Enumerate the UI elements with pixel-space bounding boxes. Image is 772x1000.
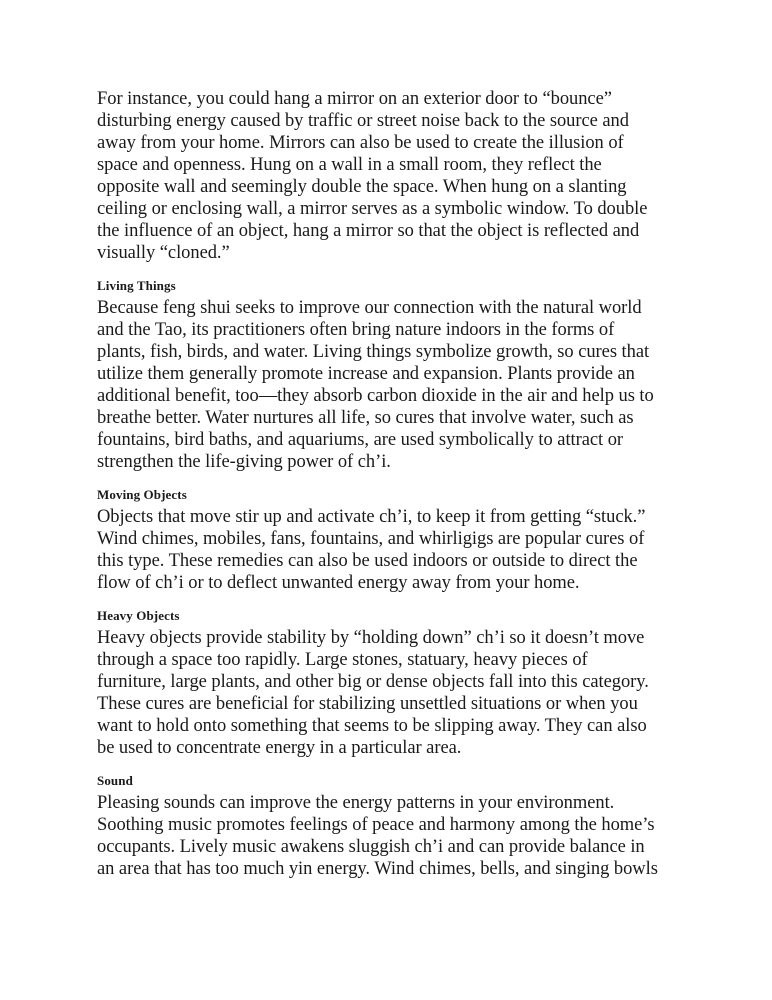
text-line: Because feng shui seeks to improve our connection with the natural world bbox=[97, 298, 642, 318]
text-line: ceiling or enclosing wall, a mirror serves as a symbolic window. To double bbox=[97, 199, 648, 219]
heading-moving-objects: Moving Objects bbox=[97, 487, 187, 502]
text-line: utilize them generally promote increase and expansion. Plants provide an bbox=[97, 364, 635, 384]
text-line: and the Tao, its practitioners often bring nature indoors in the forms of bbox=[97, 320, 615, 340]
text-line: Objects that move stir up and activate ch’i, to keep it from getting “stuck.” bbox=[97, 507, 646, 527]
text-line: opposite wall and seemingly double the space. When hung on a slanting bbox=[97, 177, 627, 197]
text-line: breathe better. Water nurtures all life, so cures that involve water, such as bbox=[97, 408, 634, 428]
text-line: flow of ch’i or to deflect unwanted energy away from your home. bbox=[97, 573, 580, 593]
text-line: this type. These remedies can also be used indoors or outside to direct the bbox=[97, 551, 638, 571]
paragraph-moving-objects bbox=[97, 506, 697, 594]
text-line: the influence of an object, hang a mirror so that the object is reflected and bbox=[97, 221, 640, 241]
text-line: These cures are beneficial for stabilizing unsettled situations or when you bbox=[97, 694, 638, 714]
paragraph-living-things bbox=[97, 297, 697, 473]
text-line: plants, fish, birds, and water. Living things symbolize growth, so cures that bbox=[97, 342, 650, 362]
text-line: Pleasing sounds can improve the energy patterns in your environment. bbox=[97, 793, 615, 813]
text-line: Soothing music promotes feelings of peace and harmony among the home’s bbox=[97, 815, 655, 835]
heading-heavy-objects: Heavy Objects bbox=[97, 608, 180, 623]
heading-sound: Sound bbox=[97, 773, 133, 788]
text-line: Wind chimes, mobiles, fans, fountains, and whirligigs are popular cures of bbox=[97, 529, 645, 549]
text-line: Heavy objects provide stability by “holding down” ch’i so it doesn’t move bbox=[97, 628, 645, 648]
text-line: For instance, you could hang a mirror on an exterior door to “bounce” bbox=[97, 89, 612, 109]
paragraph-sound bbox=[97, 792, 697, 880]
text-line: fountains, bird baths, and aquariums, are used symbolically to attract or bbox=[97, 430, 624, 450]
paragraph-mirrors bbox=[97, 88, 697, 264]
text-line: additional benefit, too—they absorb carbon dioxide in the air and help us to bbox=[97, 386, 654, 406]
text-line: strengthen the life-giving power of ch’i. bbox=[97, 452, 391, 472]
text-line: furniture, large plants, and other big or dense objects fall into this category. bbox=[97, 672, 649, 692]
text-line: away from your home. Mirrors can also be used to create the illusion of bbox=[97, 133, 624, 153]
text-line: disturbing energy caused by traffic or street noise back to the source and bbox=[97, 111, 629, 131]
paragraph-heavy-objects bbox=[97, 627, 697, 759]
text-line: visually “cloned.” bbox=[97, 243, 230, 263]
text-line: through a space too rapidly. Large stones, statuary, heavy pieces of bbox=[97, 650, 588, 670]
text-line: want to hold onto something that seems to be slipping away. They can also bbox=[97, 716, 647, 736]
text-line: space and openness. Hung on a wall in a small room, they reflect the bbox=[97, 155, 602, 175]
document-page bbox=[97, 88, 697, 880]
text-line: an area that has too much yin energy. Wind chimes, bells, and singing bowls bbox=[97, 859, 658, 879]
text-line: occupants. Lively music awakens sluggish ch’i and can provide balance in bbox=[97, 837, 645, 857]
text-line: be used to concentrate energy in a particular area. bbox=[97, 738, 462, 758]
heading-living-things: Living Things bbox=[97, 278, 176, 293]
